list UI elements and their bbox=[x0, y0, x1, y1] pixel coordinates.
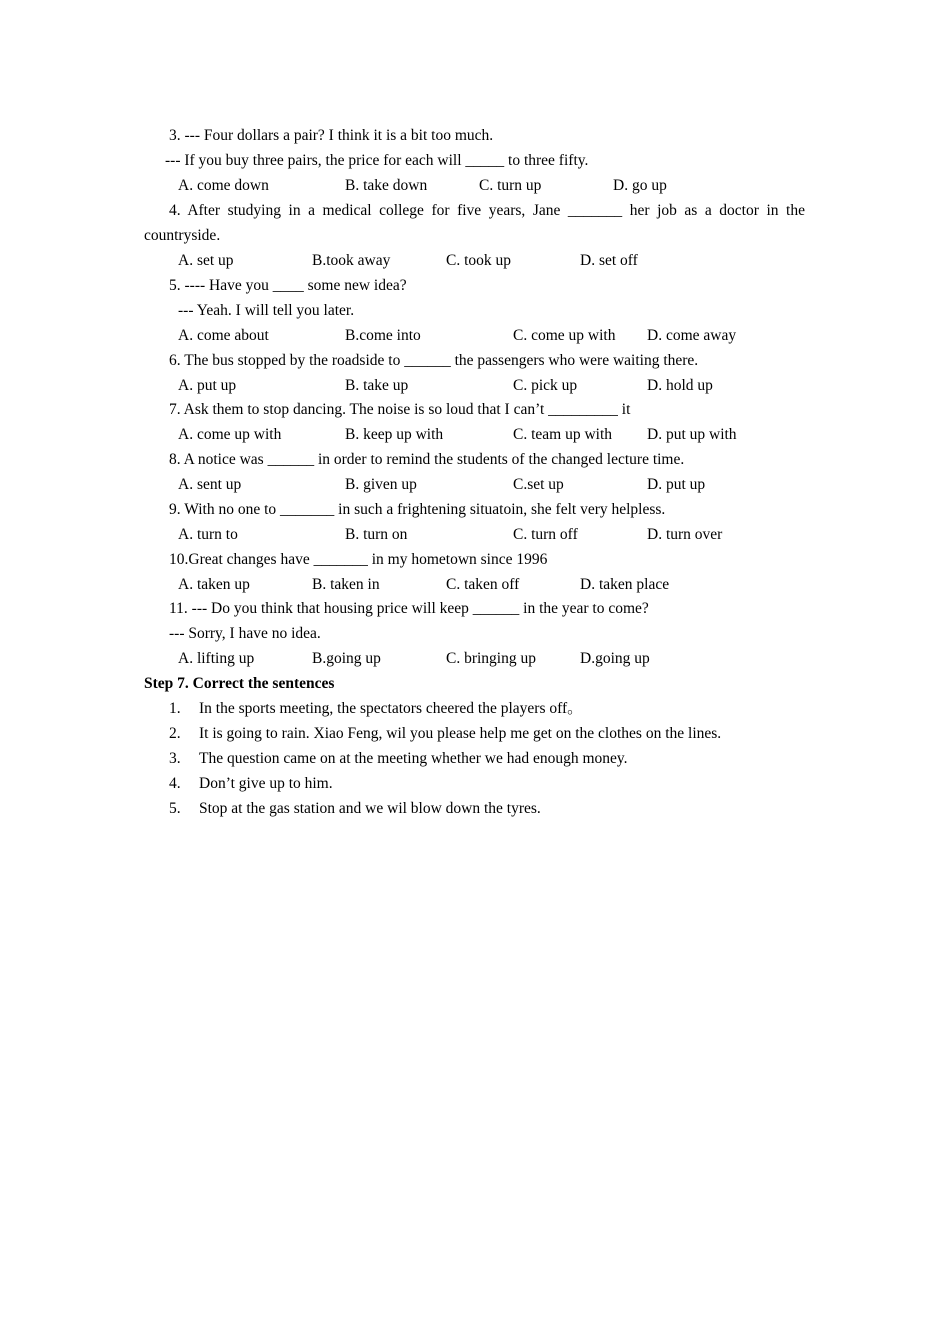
question-10-line-1: 10.Great changes have _______ in my hometown since 1996 bbox=[169, 551, 548, 568]
question-6-option-d: D. hold up bbox=[647, 377, 713, 394]
question-4-option-d: D. set off bbox=[580, 252, 638, 269]
question-7-line-1: 7. Ask them to stop dancing. The noise is so loud that I can’t _________ it bbox=[169, 401, 631, 418]
question-3-line-2: --- If you buy three pairs, the price for each will _____ to three fifty. bbox=[165, 152, 589, 169]
question-7-option-b: B. keep up with bbox=[345, 426, 444, 443]
question-10-option-b: B. taken in bbox=[312, 576, 380, 593]
question-4-line-1: 4. After studying in a medical college for five years, Jane _______ her job as a doctor in the bbox=[169, 202, 805, 219]
step7-item-1-text: In the sports meeting, the spectators cheered the players off。 bbox=[199, 700, 583, 717]
question-5-line-1: 5. ---- Have you ____ some new idea? bbox=[169, 277, 407, 294]
step7-item-3-number: 3. bbox=[169, 750, 181, 767]
question-8-line-1: 8. A notice was ______ in order to remind the students of the changed lecture time. bbox=[169, 451, 685, 468]
question-5-option-a: A. come about bbox=[178, 327, 269, 344]
question-4-line-2: countryside. bbox=[144, 227, 221, 244]
step7-item-5-number: 5. bbox=[169, 800, 181, 817]
question-8-option-a: A. sent up bbox=[178, 476, 242, 493]
step7-item-1-number: 1. bbox=[169, 700, 181, 717]
question-4-option-c: C. took up bbox=[446, 252, 512, 269]
question-11-option-a: A. lifting up bbox=[178, 650, 255, 667]
step7-item-2-number: 2. bbox=[169, 725, 181, 742]
question-4-option-a: A. set up bbox=[178, 252, 234, 269]
question-11-option-d: D.going up bbox=[580, 650, 650, 667]
question-6-line-1: 6. The bus stopped by the roadside to ______ the passengers who were waiting there. bbox=[169, 352, 699, 369]
question-11-option-b: B.going up bbox=[312, 650, 381, 667]
question-6-option-c: C. pick up bbox=[513, 377, 578, 394]
question-5-option-d: D. come away bbox=[647, 327, 737, 344]
question-8-option-c: C.set up bbox=[513, 476, 564, 493]
question-7-option-d: D. put up with bbox=[647, 426, 737, 443]
step7-item-4-number: 4. bbox=[169, 775, 181, 792]
question-3-option-d: D. go up bbox=[613, 177, 667, 194]
question-3-option-c: C. turn up bbox=[479, 177, 542, 194]
question-9-option-c: C. turn off bbox=[513, 526, 578, 543]
question-9-line-1: 9. With no one to _______ in such a frightening situatoin, she felt very helpless. bbox=[169, 501, 666, 518]
question-11-option-c: C. bringing up bbox=[446, 650, 536, 667]
question-8-option-b: B. given up bbox=[345, 476, 417, 493]
question-5-option-b: B.come into bbox=[345, 327, 421, 344]
question-9-option-d: D. turn over bbox=[647, 526, 723, 543]
step7-item-2-text: It is going to rain. Xiao Feng, wil you please help me get on the clothes on the lines. bbox=[199, 725, 722, 742]
question-6-option-a: A. put up bbox=[178, 377, 237, 394]
step7-item-3-text: The question came on at the meeting whether we had enough money. bbox=[199, 750, 628, 767]
question-4-option-b: B.took away bbox=[312, 252, 391, 269]
question-6-option-b: B. take up bbox=[345, 377, 409, 394]
question-3-line-1: 3. --- Four dollars a pair? I think it is a bit too much. bbox=[169, 127, 494, 144]
question-10-option-a: A. taken up bbox=[178, 576, 250, 593]
question-3-option-b: B. take down bbox=[345, 177, 428, 194]
step7-item-4-text: Don’t give up to him. bbox=[199, 775, 333, 792]
question-7-option-a: A. come up with bbox=[178, 426, 282, 443]
question-10-option-d: D. taken place bbox=[580, 576, 670, 593]
step7-item-5-text: Stop at the gas station and we wil blow down the tyres. bbox=[199, 800, 541, 817]
question-11-line-1: 11. --- Do you think that housing price will keep ______ in the year to come? bbox=[169, 600, 649, 617]
question-9-option-b: B. turn on bbox=[345, 526, 408, 543]
question-9-option-a: A. turn to bbox=[178, 526, 238, 543]
question-8-option-d: D. put up bbox=[647, 476, 706, 493]
question-11-line-2: --- Sorry, I have no idea. bbox=[169, 625, 321, 642]
step7-heading: Step 7. Correct the sentences bbox=[144, 675, 335, 692]
question-10-option-c: C. taken off bbox=[446, 576, 520, 593]
question-5-line-2: --- Yeah. I will tell you later. bbox=[178, 302, 355, 319]
question-3-option-a: A. come down bbox=[178, 177, 269, 194]
question-5-option-c: C. come up with bbox=[513, 327, 616, 344]
question-7-option-c: C. team up with bbox=[513, 426, 613, 443]
